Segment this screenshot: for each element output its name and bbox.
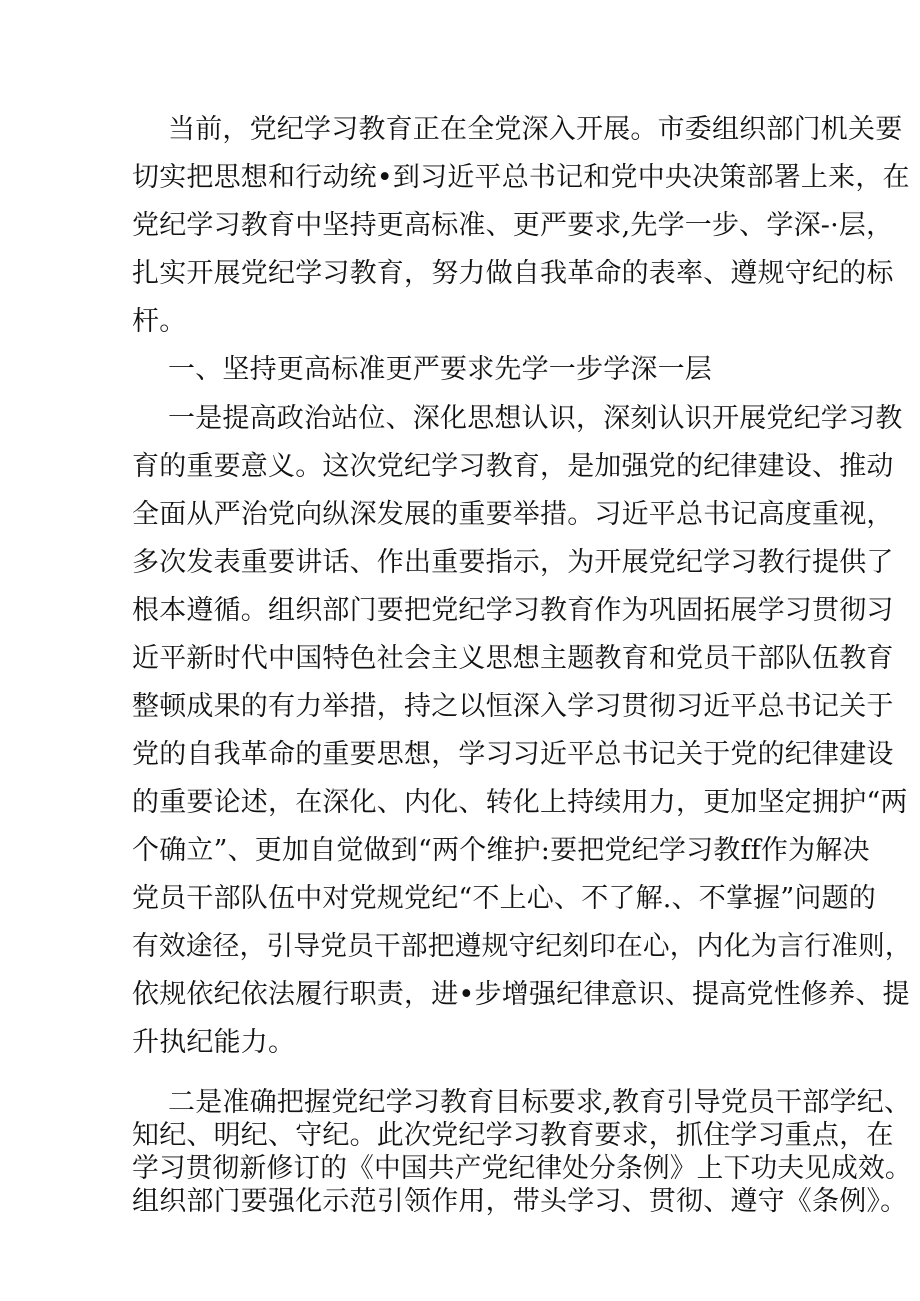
point-2-line-2: 知纪、明纪、守纪。此次党纪学习教育要求，抓住学习重点，在 <box>132 1120 894 1151</box>
point-1-line-1: 一是提高政治站位、深化思想认识，深刻认识开展党纪学习教 <box>168 403 903 434</box>
point-2-line-3: 学习贯彻新修订的《中国共产党纪律处分条例》上下功夫见成效。 <box>132 1153 912 1184</box>
point-1-line-13: 依规依纪依法履行职责，进•步增强纪律意识、提高党性修养、提 <box>132 979 910 1010</box>
point-1-line-4: 多次发表重要讲话、作出重要指示，为开展党纪学习教行提供了 <box>132 547 894 578</box>
point-2-line-4: 组织部门要强化示范引领作用，带头学习、贯彻、遵守《条例》。 <box>132 1186 908 1217</box>
point-1-line-8: 党的自我革命的重要思想，学习习近平总书记关于党的纪律建设 <box>132 739 894 770</box>
point-1-line-14: 升执纪能力。 <box>132 1027 296 1058</box>
intro-line-1: 当前，党纪学习教育正在全党深入开展。市委组织部门机关要 <box>168 114 903 145</box>
intro-line-4: 扎实开展党纪学习教育，努力做自我革命的表率、遵规守纪的标 <box>132 258 894 289</box>
point-1-line-9: 的重要论述，在深化、内化、转化上持续用力，更加坚定拥护“两 <box>132 787 908 818</box>
point-1-line-5: 根本遵循。组织部门要把党纪学习教育作为巩固拓展学习贯彻习 <box>132 595 894 626</box>
point-1-line-12: 有效途径，引导党员干部把遵规守纪刻印在心，内化为言行准则， <box>132 931 912 962</box>
point-1-line-7: 整顿成果的有力举措，持之以恒深入学习贯彻习近平总书记关于 <box>132 691 894 722</box>
point-1-line-6: 近平新时代中国特色社会主义思想主题教育和党员干部队伍教育 <box>132 643 894 674</box>
intro-line-3: 党纪学习教育中坚持更高标准、更严要求,先学一步、学深-·层， <box>132 210 894 241</box>
point-1-line-11: 党员干部队伍中对党规党纪“不上心、不了解.、不掌握”问题的 <box>132 883 876 914</box>
point-1-line-3: 全面从严治党向纵深发展的重要举措。习近平总书记高度重视， <box>132 499 894 530</box>
point-2-line-1: 二是准确把握党纪学习教育目标要求,教育引导党员干部学纪、 <box>168 1087 912 1118</box>
section-heading: 一、坚持更高标准更严要求先学一步学深一层 <box>168 354 712 385</box>
point-1-line-2: 育的重要意义。这次党纪学习教育，是加强党的纪律建设、推动 <box>132 451 894 482</box>
intro-line-2: 切实把思想和行动统•到习近平总书记和党中央决策部署上来，在 <box>132 162 910 193</box>
intro-line-5: 杆。 <box>132 306 187 337</box>
point-1-line-10: 个确立”、更加自觉做到“两个维护:要把党纪学习教ff作为解决 <box>132 835 870 866</box>
